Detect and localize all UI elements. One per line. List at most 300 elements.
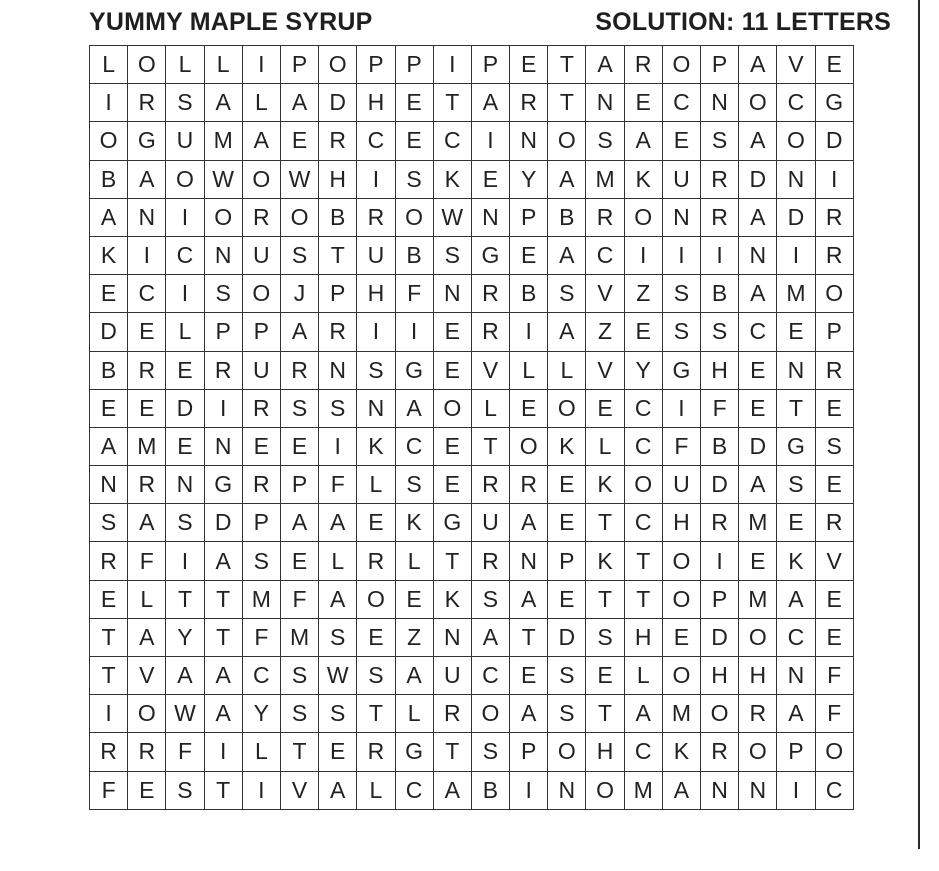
grid-cell[interactable]: A (586, 46, 624, 84)
grid-cell[interactable]: I (662, 389, 700, 427)
grid-cell[interactable]: E (433, 313, 471, 351)
grid-cell[interactable]: E (319, 733, 357, 771)
grid-cell[interactable]: R (280, 351, 318, 389)
grid-cell[interactable]: G (777, 427, 815, 465)
grid-cell[interactable]: E (815, 466, 853, 504)
grid-cell[interactable]: E (510, 46, 548, 84)
grid-cell[interactable]: M (777, 275, 815, 313)
grid-cell[interactable]: T (624, 580, 662, 618)
grid-cell[interactable]: M (624, 771, 662, 809)
grid-cell[interactable]: I (319, 427, 357, 465)
grid-cell[interactable]: V (815, 542, 853, 580)
grid-cell[interactable]: T (433, 542, 471, 580)
grid-cell[interactable]: O (777, 122, 815, 160)
grid-cell[interactable]: O (739, 84, 777, 122)
grid-cell[interactable]: E (433, 351, 471, 389)
grid-cell[interactable]: E (433, 466, 471, 504)
grid-cell[interactable]: B (319, 198, 357, 236)
grid-cell[interactable]: E (128, 771, 166, 809)
grid-cell[interactable]: I (128, 236, 166, 274)
grid-cell[interactable]: M (128, 427, 166, 465)
grid-cell[interactable]: N (433, 275, 471, 313)
grid-cell[interactable]: A (624, 122, 662, 160)
grid-cell[interactable]: U (242, 351, 280, 389)
grid-cell[interactable]: E (815, 580, 853, 618)
grid-cell[interactable]: S (357, 351, 395, 389)
grid-cell[interactable]: I (242, 771, 280, 809)
grid-cell[interactable]: E (510, 389, 548, 427)
grid-cell[interactable]: I (701, 542, 739, 580)
grid-cell[interactable]: S (471, 733, 509, 771)
grid-cell[interactable]: P (548, 542, 586, 580)
grid-cell[interactable]: O (662, 657, 700, 695)
grid-cell[interactable]: Z (395, 618, 433, 656)
grid-cell[interactable]: E (166, 427, 204, 465)
grid-cell[interactable]: L (395, 695, 433, 733)
grid-cell[interactable]: C (395, 427, 433, 465)
grid-cell[interactable]: E (280, 122, 318, 160)
grid-cell[interactable]: R (128, 733, 166, 771)
grid-cell[interactable]: R (471, 466, 509, 504)
grid-cell[interactable]: N (471, 198, 509, 236)
grid-cell[interactable]: R (815, 236, 853, 274)
grid-cell[interactable]: R (242, 389, 280, 427)
grid-cell[interactable]: I (471, 122, 509, 160)
grid-cell[interactable]: O (204, 198, 242, 236)
grid-cell[interactable]: A (280, 313, 318, 351)
grid-cell[interactable]: E (395, 580, 433, 618)
grid-cell[interactable]: S (319, 695, 357, 733)
grid-cell[interactable]: L (319, 542, 357, 580)
grid-cell[interactable]: O (815, 733, 853, 771)
grid-cell[interactable]: I (777, 236, 815, 274)
grid-cell[interactable]: T (548, 84, 586, 122)
grid-cell[interactable]: E (280, 542, 318, 580)
grid-cell[interactable]: G (471, 236, 509, 274)
grid-cell[interactable]: E (548, 466, 586, 504)
grid-cell[interactable]: S (242, 542, 280, 580)
grid-cell[interactable]: K (624, 160, 662, 198)
grid-cell[interactable]: R (701, 160, 739, 198)
grid-cell[interactable]: I (90, 84, 128, 122)
grid-cell[interactable]: P (242, 313, 280, 351)
grid-cell[interactable]: I (166, 542, 204, 580)
grid-cell[interactable]: W (166, 695, 204, 733)
grid-cell[interactable]: L (166, 313, 204, 351)
grid-cell[interactable]: O (242, 275, 280, 313)
grid-cell[interactable]: W (204, 160, 242, 198)
grid-cell[interactable]: F (701, 389, 739, 427)
grid-cell[interactable]: N (586, 84, 624, 122)
grid-cell[interactable]: R (586, 198, 624, 236)
grid-cell[interactable]: S (166, 771, 204, 809)
grid-cell[interactable]: A (319, 771, 357, 809)
grid-cell[interactable]: L (357, 771, 395, 809)
grid-cell[interactable]: A (739, 122, 777, 160)
grid-cell[interactable]: R (701, 198, 739, 236)
grid-cell[interactable]: F (90, 771, 128, 809)
grid-cell[interactable]: L (166, 46, 204, 84)
grid-cell[interactable]: S (548, 275, 586, 313)
grid-cell[interactable]: I (90, 695, 128, 733)
grid-cell[interactable]: U (433, 657, 471, 695)
grid-cell[interactable]: L (242, 84, 280, 122)
grid-cell[interactable]: N (701, 84, 739, 122)
grid-cell[interactable]: F (815, 695, 853, 733)
grid-cell[interactable]: G (395, 351, 433, 389)
grid-cell[interactable]: V (586, 351, 624, 389)
grid-cell[interactable]: T (548, 46, 586, 84)
grid-cell[interactable]: E (357, 618, 395, 656)
grid-cell[interactable]: E (90, 580, 128, 618)
grid-cell[interactable]: F (662, 427, 700, 465)
grid-cell[interactable]: O (242, 160, 280, 198)
grid-cell[interactable]: Z (586, 313, 624, 351)
grid-cell[interactable]: W (319, 657, 357, 695)
grid-cell[interactable]: I (204, 733, 242, 771)
grid-cell[interactable]: A (128, 504, 166, 542)
grid-cell[interactable]: C (624, 389, 662, 427)
grid-cell[interactable]: D (548, 618, 586, 656)
grid-cell[interactable]: S (471, 580, 509, 618)
grid-cell[interactable]: S (204, 275, 242, 313)
grid-cell[interactable]: L (548, 351, 586, 389)
grid-cell[interactable]: R (90, 542, 128, 580)
grid-cell[interactable]: I (815, 160, 853, 198)
grid-cell[interactable]: E (815, 618, 853, 656)
grid-cell[interactable]: T (433, 84, 471, 122)
grid-cell[interactable]: C (624, 427, 662, 465)
grid-cell[interactable]: N (128, 198, 166, 236)
grid-cell[interactable]: T (510, 618, 548, 656)
grid-cell[interactable]: C (777, 84, 815, 122)
grid-cell[interactable]: R (471, 313, 509, 351)
grid-cell[interactable]: R (471, 275, 509, 313)
grid-cell[interactable]: D (701, 618, 739, 656)
grid-cell[interactable]: U (166, 122, 204, 160)
grid-cell[interactable]: V (280, 771, 318, 809)
grid-cell[interactable]: I (510, 313, 548, 351)
grid-cell[interactable]: E (433, 427, 471, 465)
grid-cell[interactable]: R (319, 122, 357, 160)
grid-cell[interactable]: O (739, 733, 777, 771)
grid-cell[interactable]: R (128, 84, 166, 122)
grid-cell[interactable]: E (815, 46, 853, 84)
grid-cell[interactable]: A (777, 695, 815, 733)
grid-cell[interactable]: R (357, 198, 395, 236)
grid-cell[interactable]: N (662, 198, 700, 236)
grid-cell[interactable]: P (777, 733, 815, 771)
grid-cell[interactable]: P (280, 466, 318, 504)
grid-cell[interactable]: R (128, 466, 166, 504)
grid-cell[interactable]: T (166, 580, 204, 618)
grid-cell[interactable]: S (90, 504, 128, 542)
grid-cell[interactable]: T (90, 657, 128, 695)
grid-cell[interactable]: C (777, 618, 815, 656)
grid-cell[interactable]: E (662, 122, 700, 160)
grid-cell[interactable]: P (701, 46, 739, 84)
grid-cell[interactable]: P (510, 733, 548, 771)
grid-cell[interactable]: P (319, 275, 357, 313)
grid-cell[interactable]: N (548, 771, 586, 809)
grid-cell[interactable]: S (586, 122, 624, 160)
grid-cell[interactable]: N (319, 351, 357, 389)
grid-cell[interactable]: E (90, 275, 128, 313)
grid-cell[interactable]: I (166, 275, 204, 313)
grid-cell[interactable]: E (357, 504, 395, 542)
grid-cell[interactable]: P (510, 198, 548, 236)
grid-cell[interactable]: A (204, 542, 242, 580)
grid-cell[interactable]: S (280, 657, 318, 695)
grid-cell[interactable]: I (242, 46, 280, 84)
grid-cell[interactable]: E (128, 313, 166, 351)
grid-cell[interactable]: A (510, 504, 548, 542)
grid-cell[interactable]: L (90, 46, 128, 84)
grid-cell[interactable]: S (433, 236, 471, 274)
grid-cell[interactable]: M (204, 122, 242, 160)
grid-cell[interactable]: M (280, 618, 318, 656)
grid-cell[interactable]: S (166, 504, 204, 542)
grid-cell[interactable]: G (815, 84, 853, 122)
grid-cell[interactable]: T (280, 733, 318, 771)
grid-cell[interactable]: S (357, 657, 395, 695)
grid-cell[interactable]: A (319, 580, 357, 618)
grid-cell[interactable]: T (319, 236, 357, 274)
grid-cell[interactable]: M (739, 504, 777, 542)
grid-cell[interactable]: E (739, 389, 777, 427)
grid-cell[interactable]: I (662, 236, 700, 274)
grid-cell[interactable]: B (701, 427, 739, 465)
grid-cell[interactable]: N (166, 466, 204, 504)
grid-cell[interactable]: N (739, 771, 777, 809)
grid-cell[interactable]: D (815, 122, 853, 160)
grid-cell[interactable]: H (739, 657, 777, 695)
grid-cell[interactable]: S (701, 313, 739, 351)
grid-cell[interactable]: R (510, 84, 548, 122)
grid-cell[interactable]: N (777, 160, 815, 198)
grid-cell[interactable]: B (90, 160, 128, 198)
grid-cell[interactable]: T (433, 733, 471, 771)
grid-cell[interactable]: S (662, 275, 700, 313)
grid-cell[interactable]: S (548, 657, 586, 695)
grid-cell[interactable]: O (624, 466, 662, 504)
grid-cell[interactable]: O (662, 580, 700, 618)
grid-cell[interactable]: O (357, 580, 395, 618)
grid-cell[interactable]: N (204, 427, 242, 465)
grid-cell[interactable]: F (395, 275, 433, 313)
grid-cell[interactable]: D (739, 427, 777, 465)
grid-cell[interactable]: O (166, 160, 204, 198)
grid-cell[interactable]: L (586, 427, 624, 465)
grid-cell[interactable]: L (510, 351, 548, 389)
grid-cell[interactable]: H (624, 618, 662, 656)
grid-cell[interactable]: R (510, 466, 548, 504)
grid-cell[interactable]: A (510, 580, 548, 618)
grid-cell[interactable]: A (548, 313, 586, 351)
grid-cell[interactable]: A (166, 657, 204, 695)
grid-cell[interactable]: A (777, 580, 815, 618)
grid-cell[interactable]: M (586, 160, 624, 198)
grid-cell[interactable]: T (777, 389, 815, 427)
grid-cell[interactable]: D (319, 84, 357, 122)
grid-cell[interactable]: A (204, 657, 242, 695)
grid-cell[interactable]: T (586, 580, 624, 618)
grid-cell[interactable]: O (90, 122, 128, 160)
grid-cell[interactable]: T (204, 580, 242, 618)
grid-cell[interactable]: C (242, 657, 280, 695)
grid-cell[interactable]: I (433, 46, 471, 84)
grid-cell[interactable]: S (586, 618, 624, 656)
grid-cell[interactable]: R (357, 542, 395, 580)
grid-cell[interactable]: Y (242, 695, 280, 733)
grid-cell[interactable]: S (548, 695, 586, 733)
grid-cell[interactable]: D (701, 466, 739, 504)
grid-cell[interactable]: K (357, 427, 395, 465)
grid-cell[interactable]: F (280, 580, 318, 618)
grid-cell[interactable]: A (128, 618, 166, 656)
grid-cell[interactable]: D (739, 160, 777, 198)
grid-cell[interactable]: O (510, 427, 548, 465)
grid-cell[interactable]: R (624, 46, 662, 84)
grid-cell[interactable]: H (701, 657, 739, 695)
grid-cell[interactable]: Z (624, 275, 662, 313)
grid-cell[interactable]: M (739, 580, 777, 618)
grid-cell[interactable]: N (777, 351, 815, 389)
grid-cell[interactable]: A (90, 427, 128, 465)
grid-cell[interactable]: N (510, 542, 548, 580)
grid-cell[interactable]: P (471, 46, 509, 84)
grid-cell[interactable]: R (815, 198, 853, 236)
grid-cell[interactable]: E (471, 160, 509, 198)
grid-cell[interactable]: E (510, 657, 548, 695)
grid-cell[interactable]: N (357, 389, 395, 427)
grid-cell[interactable]: A (662, 771, 700, 809)
grid-cell[interactable]: T (471, 427, 509, 465)
grid-cell[interactable]: R (433, 695, 471, 733)
grid-cell[interactable]: W (433, 198, 471, 236)
grid-cell[interactable]: H (701, 351, 739, 389)
grid-cell[interactable]: C (586, 236, 624, 274)
grid-cell[interactable]: U (662, 466, 700, 504)
grid-cell[interactable]: E (586, 389, 624, 427)
grid-cell[interactable]: P (815, 313, 853, 351)
grid-cell[interactable]: A (739, 46, 777, 84)
grid-cell[interactable]: F (128, 542, 166, 580)
grid-cell[interactable]: T (624, 542, 662, 580)
grid-cell[interactable]: L (395, 542, 433, 580)
grid-cell[interactable]: A (242, 122, 280, 160)
grid-cell[interactable]: I (701, 236, 739, 274)
grid-cell[interactable]: K (433, 580, 471, 618)
grid-cell[interactable]: K (433, 160, 471, 198)
grid-cell[interactable]: K (90, 236, 128, 274)
grid-cell[interactable]: E (395, 84, 433, 122)
grid-cell[interactable]: E (815, 389, 853, 427)
grid-cell[interactable]: I (357, 313, 395, 351)
grid-cell[interactable]: C (166, 236, 204, 274)
grid-cell[interactable]: A (510, 695, 548, 733)
grid-cell[interactable]: O (624, 198, 662, 236)
grid-cell[interactable]: H (586, 733, 624, 771)
grid-cell[interactable]: P (357, 46, 395, 84)
grid-cell[interactable]: T (357, 695, 395, 733)
grid-cell[interactable]: R (128, 351, 166, 389)
grid-cell[interactable]: R (357, 733, 395, 771)
grid-cell[interactable]: P (204, 313, 242, 351)
grid-cell[interactable]: S (777, 466, 815, 504)
grid-cell[interactable]: N (701, 771, 739, 809)
grid-cell[interactable]: S (815, 427, 853, 465)
grid-cell[interactable]: E (777, 313, 815, 351)
grid-cell[interactable]: E (510, 236, 548, 274)
grid-cell[interactable]: S (395, 160, 433, 198)
grid-cell[interactable]: H (357, 275, 395, 313)
grid-cell[interactable]: O (815, 275, 853, 313)
grid-cell[interactable]: A (471, 618, 509, 656)
grid-cell[interactable]: C (433, 122, 471, 160)
grid-cell[interactable]: O (280, 198, 318, 236)
grid-cell[interactable]: H (662, 504, 700, 542)
grid-cell[interactable]: K (548, 427, 586, 465)
grid-cell[interactable]: R (701, 504, 739, 542)
grid-cell[interactable]: A (280, 504, 318, 542)
grid-cell[interactable]: K (586, 466, 624, 504)
grid-cell[interactable]: S (395, 466, 433, 504)
grid-cell[interactable]: Y (166, 618, 204, 656)
grid-cell[interactable]: C (624, 504, 662, 542)
grid-cell[interactable]: L (128, 580, 166, 618)
grid-cell[interactable]: S (280, 389, 318, 427)
grid-cell[interactable]: K (777, 542, 815, 580)
grid-cell[interactable]: A (739, 466, 777, 504)
grid-cell[interactable]: V (471, 351, 509, 389)
grid-cell[interactable]: Y (624, 351, 662, 389)
grid-cell[interactable]: B (395, 236, 433, 274)
grid-cell[interactable]: A (90, 198, 128, 236)
grid-cell[interactable]: E (128, 389, 166, 427)
grid-cell[interactable]: S (701, 122, 739, 160)
grid-cell[interactable]: O (471, 695, 509, 733)
grid-cell[interactable]: E (586, 657, 624, 695)
grid-cell[interactable]: N (510, 122, 548, 160)
grid-cell[interactable]: A (548, 236, 586, 274)
grid-cell[interactable]: I (166, 198, 204, 236)
grid-cell[interactable]: D (204, 504, 242, 542)
grid-cell[interactable]: Y (510, 160, 548, 198)
grid-cell[interactable]: C (128, 275, 166, 313)
grid-cell[interactable]: B (90, 351, 128, 389)
grid-cell[interactable]: R (739, 695, 777, 733)
grid-cell[interactable]: P (395, 46, 433, 84)
grid-cell[interactable]: A (319, 504, 357, 542)
grid-cell[interactable]: N (433, 618, 471, 656)
grid-cell[interactable]: O (662, 46, 700, 84)
grid-cell[interactable]: E (739, 351, 777, 389)
grid-cell[interactable]: E (242, 427, 280, 465)
grid-cell[interactable]: C (395, 771, 433, 809)
grid-cell[interactable]: E (548, 504, 586, 542)
grid-cell[interactable]: T (586, 695, 624, 733)
grid-cell[interactable]: N (90, 466, 128, 504)
grid-cell[interactable]: R (242, 198, 280, 236)
grid-cell[interactable]: O (701, 695, 739, 733)
grid-cell[interactable]: U (471, 504, 509, 542)
grid-cell[interactable]: A (204, 695, 242, 733)
grid-cell[interactable]: K (662, 733, 700, 771)
grid-cell[interactable]: W (280, 160, 318, 198)
grid-cell[interactable]: B (548, 198, 586, 236)
grid-cell[interactable]: S (662, 313, 700, 351)
